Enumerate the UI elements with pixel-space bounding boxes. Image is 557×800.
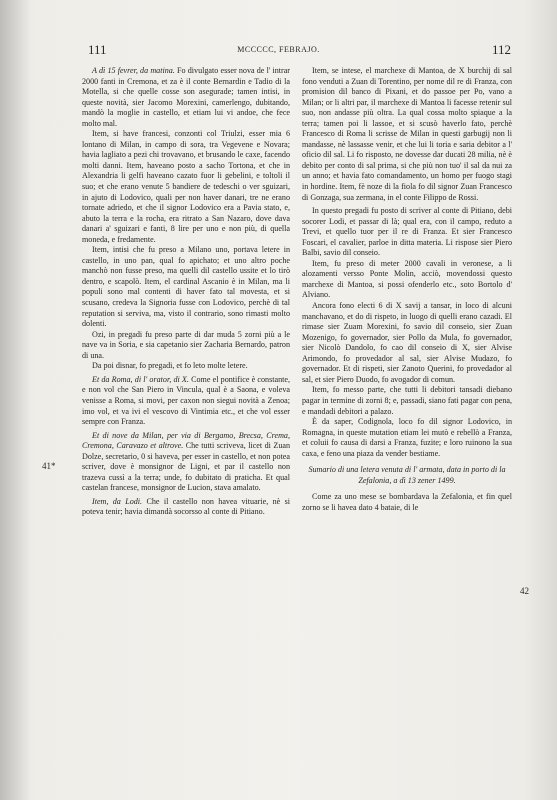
paragraph-text: Che tutti scriveva, licet di Zuan Dolze, secretario, 0 si haveva, per esser in castello, et non potea scriver, dove è monsignor de Ligni, et par il castello non trazeva cussì a la terra; unde, fo dubitato di praticha. Et qual castelan francese, monsignor de Lucion, stava amalato. <box>82 441 290 493</box>
left-column <box>82 66 290 518</box>
rubric: A dì 15 fevrer, da matina. <box>92 66 175 75</box>
paragraph-text: Che il castello non havea vituarie, nè si poteva tenir; havia dimandà socorsso al conte di Pitiano. <box>82 496 290 517</box>
section-heading: Sumario di una letera venuta di l' armata, data in porto di la Zefalonia, a dì 13 zener 1499. <box>308 465 506 485</box>
paragraph: Ozi, in pregadi fu preso parte di dar muda 5 zorni più a le nave va in Soria, e sia capetanio sier Zacharia Bernardo, patron di una. <box>82 329 290 360</box>
rubric: Et di nove da Milan, per via di Bergamo, Brecsa, Crema, Cremona, Caravazo et altrove. <box>82 430 290 451</box>
running-head: MCCCCC, FEBRAJO. <box>237 45 320 54</box>
paragraph: Ancora fono electi 6 di X savij a tansar, in loco di alcuni manchavano, et do di rispeto, in luogo di quelli erano cazadi. El rimase sier Zuam Morexini, fo savio dil conseio, sier Zuan Mozenigo, fo governador, sier Pollo da Mula, fo governador, sier Nicolò Dandolo, fo cao dil conseio di X, sier Alvise Arimondo, fo provedador al sal, sier Alvise Mudazo, fo governador. Et di rispeti, sier Zanoto Querini, fo provedador al sal, et sier Piero Duodo, fo avogador di comun. <box>302 301 512 384</box>
page-header <box>0 40 557 60</box>
binding-shadow <box>0 0 30 800</box>
paragraph: Item, se intese, el marchexe di Mantoa, de X burchij di sal fono venduti a Zuan di Torentino, per nome dil re di Franza, con promision dil banco di Pixani, et do passoe per Po, vano a Milan; or li altri par, il marchexe di Mantoa li facesse retenir sul suo, non andasse più oltra. La qual cossa molto spiaque a la terra; tamen poi li lassoe, et si scusò haverlo fato, perchè Francesco di Roma li scrisse de Milan in questi garbugij non li mandasse, nè lassasse venir, et che lui li toria e saria debitor a l' oficio dil sal. Li fo risposto, ne dovesse dar ducati 28 milia, nè è debito per conto di sal prima, si che più non tuo' il sal da nui za un anno; et havia fato comandamento, un homo per fuogo stagi in hordine. Item, fè noze di la fiola fo dil signor Zuan Francesco di Gonzaga, sua zermana, in el conte Filippo de Rossi. <box>302 66 512 202</box>
paragraph-text: Come el pontifice è constante, e non vol che San Piero in Vincula, qual è a Saona, e voleva venisse a Roma, si movi, per caxon non siegui novità a Zenoa; imo vol, et va ivi el vescovo di Vintimia etc., et che vol esser sempre con Franza. <box>82 374 291 427</box>
page-number-right: 112 <box>491 42 511 57</box>
paragraph <box>82 497 290 518</box>
paragraph <box>82 66 290 129</box>
paragraph: Item, si have francesi, conzonti col Triulzi, esser mia 6 lontano di Milan, in campo di sora, tra Vegevene e Novara; havia lagliato a pezi chi trovavano, et brusando le caxe, facendo molti danni. Item, haveano posto a sacho Tortona, et che in Alexandria li gelfi haveano cazato fuor li gebelini, e toltoli il suo; et che erano venute 5 bandiere de tedeschi o ver sguizari, in ajuto di Lodovico, quali per non haver danari, tre ne erano tornate adriedo, et che il signor Lodovico era a Pavia stato, e, abuto la terra e la rocha, era ritrato a San Nazaro, dove dava danari a' sguizari e fanti, 8 lire per uno e non più, di quella moneda, e fredamente. <box>82 129 290 244</box>
paragraph <box>82 431 290 494</box>
margin-number-left: 41* <box>42 461 56 471</box>
right-column <box>302 66 512 513</box>
page-number-left: 111 <box>88 42 107 57</box>
paragraph: Come za uno mese se bombardava la Zefalonia, et fin quel zorno se li havea dato 4 bataie, di le <box>302 492 512 512</box>
paragraph: Item, fu preso di meter 2000 cavali in veronese, a li alozamenti versso Ponte Molin, acciò, movendossi questo marchexe di Mantoa, si possi ofenderlo etc., soto Bortolo d' Alviano. <box>302 258 512 300</box>
paragraph <box>82 375 290 428</box>
rubric: Et da Roma, di l' orator, di X. <box>92 374 189 384</box>
paragraph-text: Fo divulgato esser nova de l' intrar 2000 fanti in Cremona, et za è il conte Bernardin e Tadio di la Motella, si che quelle cosse son asegurade; tamen intisi, in queste novità, sier Jacomo Morexini, camerlengo, dubitando, mandò la moglie in castello, et etiam lui vi andoe, che fece molto mal. <box>82 66 290 128</box>
paragraph: Da poi disnar, fo pregadi, et fo leto molte letere. <box>92 361 248 371</box>
paragraph: Item, intisi che fu preso a Milano uno, portava letere in castello, in uno pan, qual fo apichato; et uno altro poche manchò non fusse preso, ma quelli dil castello ussite et lo tirò dentro, e scapolò. Item, el cardinal Ascanio è in Milan, ma li populi sono mal contenti di haver fato tal movesta, et si scusano, credeva la Signoria fusse con Lodovico, perchè di tal reputation si serviva, ma, visto il contrario, sono rimasti molto dolenti. <box>82 245 290 329</box>
paragraph: In questo pregadi fu posto di scriver al conte di Pitiano, debi socorer Lodi, et passar di là; qual era, con il campo, reduto a Trevi, et quello tuor per il re di Franza. Et sier Francesco Foscari, el cavalier, parloe in ditta materia. Li rispose sier Piero Balbi, savio dil conseio. <box>302 206 512 258</box>
rubric: Item, da Lodi. <box>92 496 143 506</box>
paragraph: Item, fo messo parte, che tutti li debitori tansadi diebano pagar in termine di zorni 8; e, passadi, siano fati pagar con pena, e mandadi debitori a palazo. <box>302 385 512 416</box>
paragraph: È da saper, Codignola, loco fo dil signor Lodovico, in Romagna, in queste mutation etiam lei mutò e rebellò a Franza, et coluii fo causa di darsi a Franza, fuzite; e loro ruinono la sua caxa, e feno una piaza da vender bestiame. <box>302 417 512 458</box>
margin-number-right: 42 <box>520 586 529 596</box>
